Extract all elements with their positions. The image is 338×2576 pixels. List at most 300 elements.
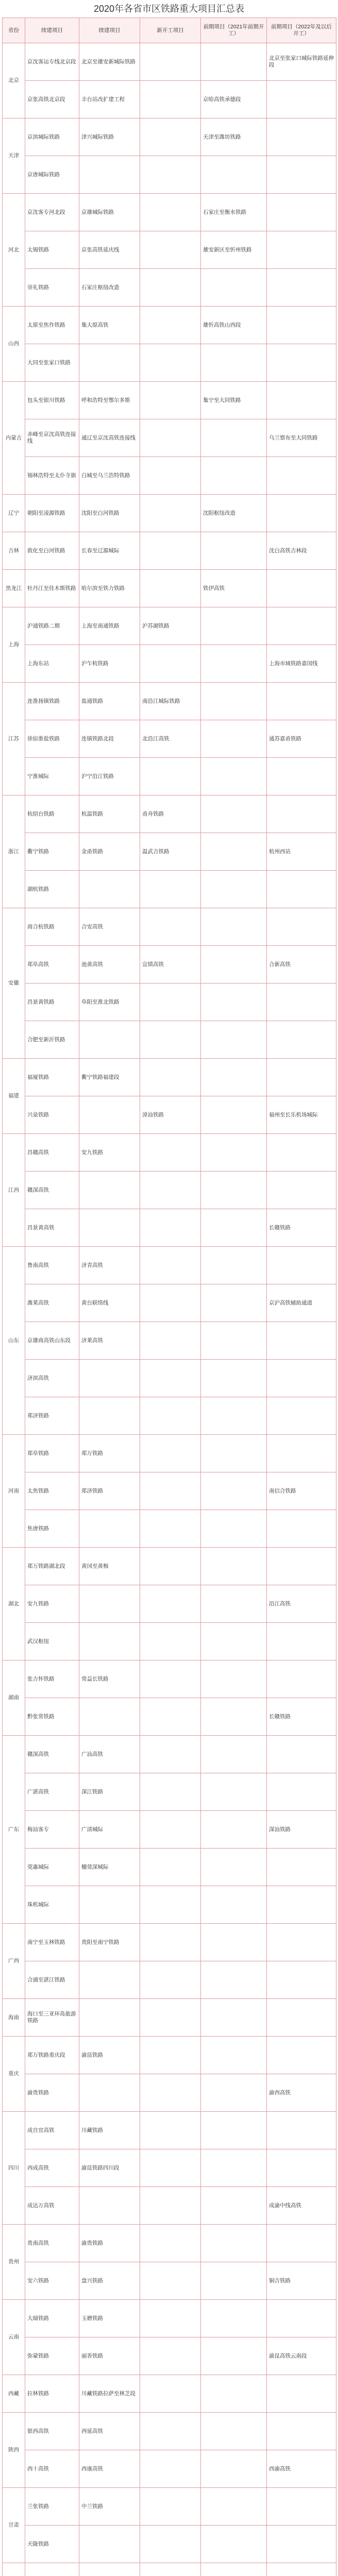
project-cell xyxy=(201,607,267,645)
project-cell: 京沪高铁辅助通道 xyxy=(267,1284,336,1322)
project-cell: 沪通铁路二期 xyxy=(25,607,79,645)
project-cell: 雄安新区至忻州铁路 xyxy=(201,231,267,269)
project-cell xyxy=(267,570,336,607)
project-cell xyxy=(201,1736,267,1773)
project-cell: 长赣铁路 xyxy=(267,1698,336,1736)
project-cell: 敦化至白河铁路 xyxy=(25,532,79,570)
table-row xyxy=(3,1284,336,1322)
project-cell: 天陇铁路 xyxy=(25,2526,79,2563)
region-cell: 辽宁 xyxy=(3,495,25,532)
project-cell xyxy=(267,118,336,156)
project-cell xyxy=(267,2375,336,2413)
region-cell: 江苏 xyxy=(3,683,25,795)
project-cell xyxy=(201,1924,267,1961)
table-row xyxy=(3,1773,336,1811)
table-row xyxy=(3,1209,336,1247)
project-cell xyxy=(267,1623,336,1660)
project-cell xyxy=(201,946,267,984)
project-cell: 北京至雄安新城际铁路 xyxy=(79,43,140,81)
project-cell xyxy=(267,269,336,307)
table-row xyxy=(3,1924,336,1961)
project-cell: 京张高铁北京段 xyxy=(25,81,79,118)
project-cell xyxy=(140,2563,201,2576)
project-cell xyxy=(140,1247,201,1284)
project-cell xyxy=(140,984,201,1021)
project-cell: 珠机城际 xyxy=(25,1886,79,1924)
table-row xyxy=(3,984,336,1021)
project-cell xyxy=(140,43,201,81)
project-cell xyxy=(140,1134,201,1172)
header-col-1: 续建项目 xyxy=(25,18,79,43)
project-cell xyxy=(140,156,201,194)
project-cell xyxy=(140,81,201,118)
project-cell xyxy=(201,2450,267,2488)
project-cell: 商合杭铁路 xyxy=(25,908,79,946)
project-cell: 常益长铁路 xyxy=(79,1660,140,1698)
header-region: 省份 xyxy=(3,18,25,43)
project-cell xyxy=(79,1360,140,1397)
table-row xyxy=(3,2337,336,2375)
region-cell: 陕西 xyxy=(3,2413,25,2488)
project-cell xyxy=(140,1961,201,1999)
project-cell: 甬舟铁路 xyxy=(140,795,201,833)
project-cell xyxy=(267,795,336,833)
region-cell: 福建 xyxy=(3,1059,25,1134)
project-cell: 南信合铁路 xyxy=(267,1472,336,1510)
project-cell xyxy=(79,2563,140,2576)
project-cell: 京哈高铁承德段 xyxy=(201,81,267,118)
project-cell xyxy=(267,1172,336,1209)
project-cell xyxy=(140,2300,201,2337)
table-row xyxy=(3,1736,336,1773)
project-cell xyxy=(267,1510,336,1548)
region-cell: 吉林 xyxy=(3,532,25,570)
project-cell: 宁淮城际 xyxy=(25,758,79,795)
project-cell: 西康高铁 xyxy=(79,2450,140,2488)
project-cell xyxy=(267,2488,336,2526)
project-cell: 合浦至湛江铁路 xyxy=(25,1961,79,1999)
project-cell xyxy=(267,871,336,908)
project-cell xyxy=(201,1849,267,1886)
project-cell xyxy=(201,1773,267,1811)
table-row xyxy=(3,1660,336,1698)
project-cell: 安九铁路 xyxy=(79,1134,140,1172)
project-cell xyxy=(201,1322,267,1360)
region-cell: 甘肃 xyxy=(3,2488,25,2563)
project-cell xyxy=(267,194,336,231)
project-cell: 太焦铁路 xyxy=(25,1472,79,1510)
project-cell: 通辽至京沈高铁连接线 xyxy=(79,419,140,457)
project-cell xyxy=(140,2037,201,2074)
project-cell: 湖杭铁路 xyxy=(25,871,79,908)
project-cell xyxy=(140,1059,201,1096)
table-row xyxy=(3,2225,336,2262)
project-cell: 津兴城际铁路 xyxy=(79,118,140,156)
project-cell xyxy=(140,1397,201,1435)
project-cell xyxy=(267,2112,336,2149)
project-cell: 焦唐铁路 xyxy=(25,1510,79,1548)
project-cell: 弥蒙铁路 xyxy=(25,2337,79,2375)
project-cell: 玉磨铁路 xyxy=(79,2300,140,2337)
region-cell: 河北 xyxy=(3,194,25,307)
project-cell xyxy=(79,156,140,194)
region-cell: 北京 xyxy=(3,43,25,118)
project-cell xyxy=(201,1397,267,1435)
project-cell: 穗莞深城际 xyxy=(79,1849,140,1886)
table-row xyxy=(3,1472,336,1510)
project-cell xyxy=(140,1585,201,1623)
project-cell: 衢宁铁路福建段 xyxy=(79,1059,140,1096)
project-cell: 盘兴铁路 xyxy=(79,2262,140,2300)
project-cell xyxy=(267,495,336,532)
project-cell: 大瑞铁路 xyxy=(25,2300,79,2337)
project-cell: 铁伊高铁 xyxy=(201,570,267,607)
table-row xyxy=(3,118,336,156)
table-row xyxy=(3,2413,336,2450)
project-cell: 西延高铁 xyxy=(79,2413,140,2450)
project-cell xyxy=(140,1435,201,1472)
project-cell xyxy=(267,683,336,720)
project-cell: 成自宜高铁 xyxy=(25,2112,79,2149)
table-row xyxy=(3,946,336,984)
project-cell: 鲁南高铁 xyxy=(25,1247,79,1284)
project-cell: 沿江高铁 xyxy=(267,1585,336,1623)
project-cell: 成达万高铁 xyxy=(25,2187,79,2225)
project-cell xyxy=(140,118,201,156)
project-cell xyxy=(267,758,336,795)
project-cell: 福州至长乐机场城际 xyxy=(267,1096,336,1134)
project-cell: 海口至三亚环岛旅游铁路 xyxy=(25,1999,79,2037)
header-col-3: 新开工项目 xyxy=(140,18,201,43)
project-cell xyxy=(79,1961,140,1999)
project-cell: 川藏铁路拉萨至林芝段 xyxy=(79,2375,140,2413)
region-cell: 重庆 xyxy=(3,2037,25,2112)
project-cell: 银西高铁 xyxy=(25,2413,79,2450)
project-cell xyxy=(201,1811,267,1849)
project-cell xyxy=(201,2300,267,2337)
project-cell xyxy=(201,1096,267,1134)
project-cell xyxy=(267,1548,336,1585)
project-cell xyxy=(201,2262,267,2300)
table-row xyxy=(3,683,336,720)
table-row xyxy=(3,908,336,946)
project-cell: 杭州西站 xyxy=(267,833,336,871)
region-cell: 黑龙江 xyxy=(3,570,25,607)
project-cell xyxy=(79,1096,140,1134)
project-cell xyxy=(201,1209,267,1247)
project-cell xyxy=(140,1999,201,2037)
table-row xyxy=(3,570,336,607)
table-row xyxy=(3,1623,336,1660)
project-cell: 金甬铁路 xyxy=(79,833,140,871)
project-cell xyxy=(140,1773,201,1811)
project-cell xyxy=(267,382,336,419)
region-cell: 河南 xyxy=(3,1435,25,1548)
table-row xyxy=(3,1585,336,1623)
project-cell: 渝昆铁路四川段 xyxy=(79,2149,140,2187)
project-cell xyxy=(201,1021,267,1059)
project-cell: 崇礼铁路 xyxy=(25,269,79,307)
region-cell: 湖北 xyxy=(3,1548,25,1660)
region-cell xyxy=(3,2563,25,2576)
project-cell: 兰张铁路 xyxy=(25,2488,79,2526)
project-cell: 京张高铁延庆线 xyxy=(79,231,140,269)
project-cell xyxy=(140,1172,201,1209)
table-row xyxy=(3,1435,336,1472)
project-cell: 京沈客运专线北京段 xyxy=(25,43,79,81)
project-cell: 宣绩高铁 xyxy=(140,946,201,984)
project-cell xyxy=(79,2526,140,2563)
project-cell xyxy=(201,984,267,1021)
project-cell xyxy=(201,532,267,570)
table-row xyxy=(3,2300,336,2337)
table-row xyxy=(3,1059,336,1096)
project-cell: 太原至焦作铁路 xyxy=(25,307,79,344)
project-cell xyxy=(267,2413,336,2450)
project-cell: 郑济铁路 xyxy=(25,1397,79,1435)
project-cell xyxy=(201,269,267,307)
header-col-4: 前期项目（2021年前期开工） xyxy=(201,18,267,43)
project-cell: 贵阳至南宁铁路 xyxy=(79,1924,140,1961)
table-row xyxy=(3,645,336,683)
project-cell: 衢宁铁路 xyxy=(25,833,79,871)
project-cell: 广湛高铁 xyxy=(25,1773,79,1811)
project-cell: 西渝高铁 xyxy=(267,2450,336,2488)
table-row xyxy=(3,871,336,908)
project-cell: 合新高铁 xyxy=(267,946,336,984)
project-cell: 渝昆铁路 xyxy=(79,2037,140,2074)
project-cell xyxy=(201,1548,267,1585)
project-cell: 沪乍杭铁路 xyxy=(79,645,140,683)
project-cell: 郑济铁路 xyxy=(79,1472,140,1510)
project-cell: 合安高铁 xyxy=(79,908,140,946)
region-cell: 安徽 xyxy=(3,908,25,1059)
project-cell: 郑万铁路湖北段 xyxy=(25,1548,79,1585)
table-row xyxy=(3,43,336,81)
table-row xyxy=(3,2074,336,2112)
project-cell: 漳汕铁路 xyxy=(140,1096,201,1134)
project-cell: 哈尔滨至铁力铁路 xyxy=(79,570,140,607)
project-cell: 上海东站 xyxy=(25,645,79,683)
table-row xyxy=(3,1134,336,1172)
project-cell xyxy=(201,1660,267,1698)
table-row xyxy=(3,1247,336,1284)
project-cell: 郑阜高铁 xyxy=(25,946,79,984)
project-cell: 乌兰察布至大同铁路 xyxy=(267,419,336,457)
project-cell: 白城至乌兰浩特铁路 xyxy=(79,457,140,495)
project-cell xyxy=(140,1924,201,1961)
project-cell xyxy=(201,908,267,946)
project-cell xyxy=(140,495,201,532)
table-row xyxy=(3,419,336,457)
project-cell xyxy=(201,2337,267,2375)
project-cell: 丰台站改扩建工程 xyxy=(79,81,140,118)
project-cell xyxy=(267,1924,336,1961)
project-cell xyxy=(201,1284,267,1322)
region-cell: 天津 xyxy=(3,118,25,194)
project-cell: 北京至张家口城际铁路延伸段 xyxy=(267,43,336,81)
project-cell: 渝西高铁 xyxy=(267,2074,336,2112)
table-row xyxy=(3,2187,336,2225)
table-row xyxy=(3,795,336,833)
project-cell xyxy=(267,1736,336,1773)
table-row xyxy=(3,1360,336,1397)
project-cell: 成渝中线高铁 xyxy=(267,2187,336,2225)
project-cell: 郑万铁路 xyxy=(79,1435,140,1472)
table-row xyxy=(3,1096,336,1134)
project-cell: 京滨城际铁路 xyxy=(25,118,79,156)
project-cell xyxy=(201,1623,267,1660)
table-row xyxy=(3,269,336,307)
project-cell: 张吉怀铁路 xyxy=(25,1660,79,1698)
project-cell xyxy=(201,2037,267,2074)
project-cell: 京雄商高铁山东段 xyxy=(25,1322,79,1360)
project-cell xyxy=(140,1510,201,1548)
region-cell: 广东 xyxy=(3,1736,25,1924)
project-cell: 深汕铁路 xyxy=(267,1811,336,1849)
region-cell: 上海 xyxy=(3,607,25,683)
project-cell: 合肥至新沂铁路 xyxy=(25,1021,79,1059)
project-cell xyxy=(267,1435,336,1472)
project-cell xyxy=(140,758,201,795)
project-cell: 杭温铁路 xyxy=(79,795,140,833)
project-cell xyxy=(201,457,267,495)
project-cell: 沈阳至白河铁路 xyxy=(79,495,140,532)
project-cell xyxy=(267,1021,336,1059)
region-cell: 浙江 xyxy=(3,795,25,908)
project-cell: 京唐城际铁路 xyxy=(25,156,79,194)
project-cell: 兴泉铁路 xyxy=(25,1096,79,1134)
project-cell: 包头至银川铁路 xyxy=(25,382,79,419)
project-cell: 赤峰至京沈高铁连接线 xyxy=(25,419,79,457)
project-cell xyxy=(201,2488,267,2526)
header-col-2: 续建项目 xyxy=(79,18,140,43)
project-cell: 通苏嘉甬铁路 xyxy=(267,720,336,758)
project-cell: 广汕高铁 xyxy=(79,1736,140,1773)
project-cell: 昌景黄铁路 xyxy=(25,984,79,1021)
project-cell xyxy=(201,2225,267,2262)
table-row xyxy=(3,2450,336,2488)
project-cell: 济滨高铁 xyxy=(25,1360,79,1397)
project-cell xyxy=(267,156,336,194)
project-cell xyxy=(140,2375,201,2413)
project-cell: 雄忻高铁山西段 xyxy=(201,307,267,344)
project-cell xyxy=(267,2526,336,2563)
project-cell: 铜吉铁路 xyxy=(267,2262,336,2300)
project-cell xyxy=(267,1961,336,1999)
project-cell: 沪宁沿江铁路 xyxy=(79,758,140,795)
project-cell xyxy=(267,1886,336,1924)
project-cell xyxy=(201,1510,267,1548)
table-row xyxy=(3,307,336,344)
project-cell xyxy=(201,419,267,457)
project-cell xyxy=(267,1999,336,2037)
region-cell: 广西 xyxy=(3,1924,25,1999)
project-cell xyxy=(267,1247,336,1284)
project-cell xyxy=(140,1623,201,1660)
project-cell: 连淮扬镇铁路 xyxy=(25,683,79,720)
project-cell xyxy=(267,1397,336,1435)
project-cell xyxy=(201,344,267,382)
project-cell xyxy=(140,344,201,382)
region-cell: 贵州 xyxy=(3,2225,25,2300)
region-cell: 湖南 xyxy=(3,1660,25,1736)
table-row xyxy=(3,231,336,269)
project-cell xyxy=(140,269,201,307)
project-cell xyxy=(267,984,336,1021)
project-cell xyxy=(201,2526,267,2563)
project-cell xyxy=(25,2563,79,2576)
region-cell: 江西 xyxy=(3,1134,25,1247)
project-cell xyxy=(79,344,140,382)
project-cell xyxy=(267,344,336,382)
project-cell xyxy=(201,1247,267,1284)
project-cell: 大同至张家口铁路 xyxy=(25,344,79,382)
project-cell xyxy=(140,2526,201,2563)
table-row xyxy=(3,2526,336,2563)
table-row xyxy=(3,1811,336,1849)
table-row xyxy=(3,2149,336,2187)
table-row xyxy=(3,1322,336,1360)
project-cell xyxy=(140,2337,201,2375)
region-cell: 云南 xyxy=(3,2300,25,2375)
project-cell: 牡丹江至佳木斯铁路 xyxy=(25,570,79,607)
project-cell: 盐通铁路 xyxy=(79,683,140,720)
project-cell xyxy=(201,1134,267,1172)
project-cell xyxy=(267,2225,336,2262)
project-cell: 黄冈至黄梅 xyxy=(79,1548,140,1585)
project-cell xyxy=(140,1209,201,1247)
table-row xyxy=(3,833,336,871)
project-cell xyxy=(140,2488,201,2526)
project-cell: 石家庄枢纽改造 xyxy=(79,269,140,307)
project-cell: 呼和浩特至鄂尔多斯 xyxy=(79,382,140,419)
region-cell: 内蒙古 xyxy=(3,382,25,495)
project-cell xyxy=(267,307,336,344)
project-cell xyxy=(201,1585,267,1623)
project-cell xyxy=(140,2074,201,2112)
project-cell: 郑阜铁路 xyxy=(25,1435,79,1472)
project-cell xyxy=(140,194,201,231)
project-cell: 丽香铁路 xyxy=(79,2337,140,2375)
table-header-row xyxy=(3,18,336,43)
project-cell: 沈白高铁吉林段 xyxy=(267,532,336,570)
project-cell xyxy=(79,1510,140,1548)
project-cell xyxy=(201,1886,267,1924)
project-cell: 拉林铁路 xyxy=(25,2375,79,2413)
project-cell xyxy=(201,833,267,871)
region-cell: 山东 xyxy=(3,1247,25,1435)
project-cell xyxy=(140,1698,201,1736)
project-cell xyxy=(140,2413,201,2450)
project-cell xyxy=(267,1134,336,1172)
table-row xyxy=(3,194,336,231)
table-row xyxy=(3,495,336,532)
project-cell xyxy=(201,43,267,81)
project-cell: 上海市域铁路嘉闵线 xyxy=(267,645,336,683)
project-cell xyxy=(79,1623,140,1660)
project-cell xyxy=(201,1172,267,1209)
project-cell xyxy=(201,2149,267,2187)
project-cell: 阜阳至淮北铁路 xyxy=(79,984,140,1021)
project-cell xyxy=(79,2074,140,2112)
project-cell xyxy=(201,1360,267,1397)
project-cell xyxy=(140,532,201,570)
project-cell: 莞惠城际 xyxy=(25,1849,79,1886)
projects-table xyxy=(2,18,336,2576)
table-row xyxy=(3,758,336,795)
page-title: 2020年各省市区铁路重大项目汇总表 xyxy=(93,4,245,14)
